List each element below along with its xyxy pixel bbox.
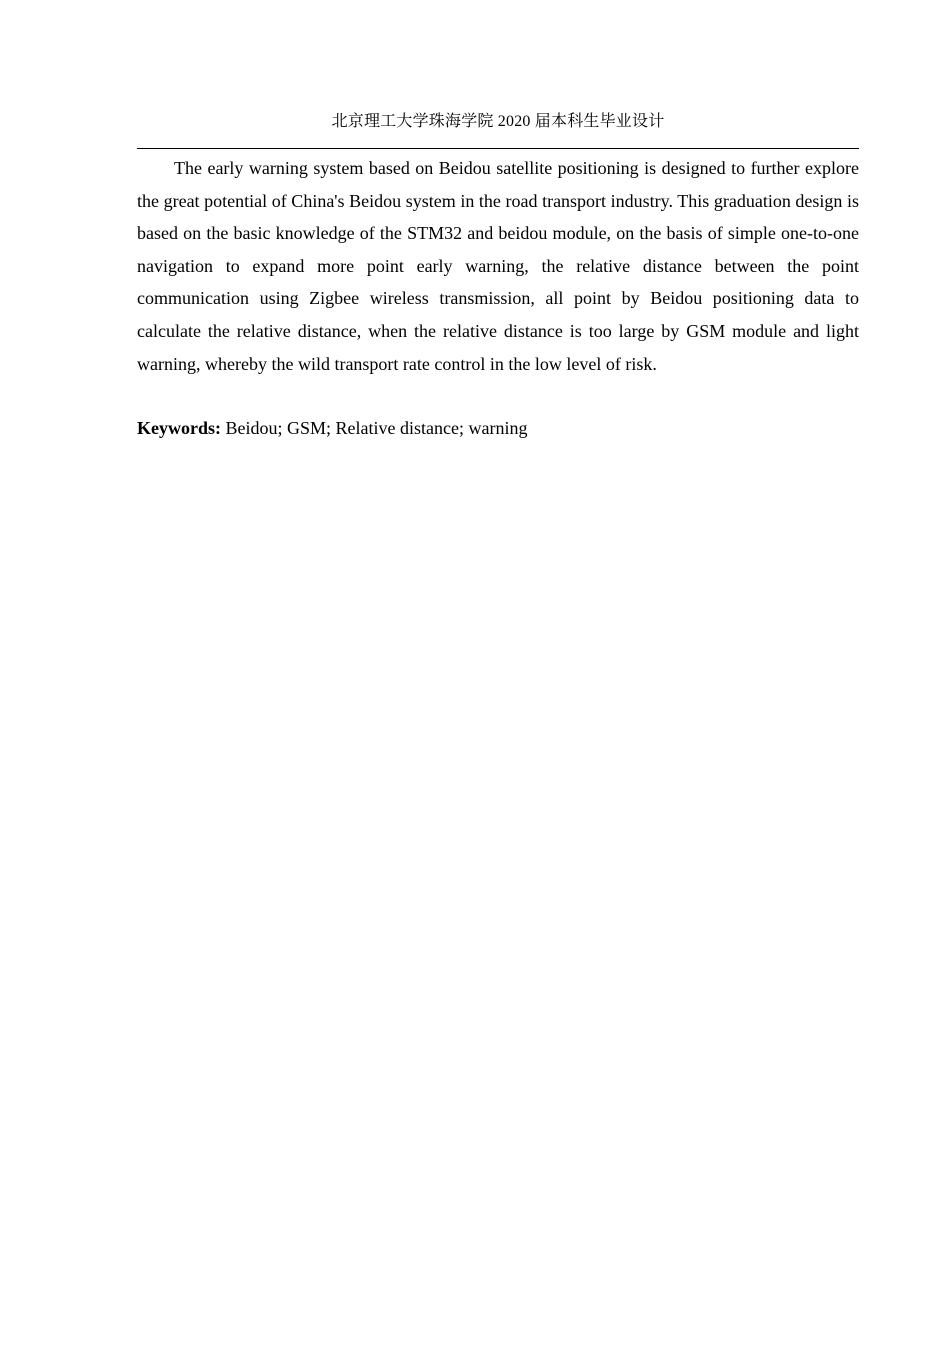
abstract-paragraph: The early warning system based on Beidou satellite positioning is designed to further explore the great potential of China's Beidou system in the road transport industry. This graduation design is based on the basic knowledge of the STM32 and beidou module, on the basis of simple one-to-one navigation to expand more point early warning, the relative distance between the point communication using Zigbee wireless transmission, all point by Beidou positioning data to calculate the relative distance, when the relative distance is too large by GSM module and light warning, whereby the wild transport rate control in the low level of risk.: [137, 158, 859, 374]
keywords-value: Beidou; GSM; Relative distance; warning: [225, 418, 528, 438]
page-header: 北京理工大学珠海学院 2020 届本科生毕业设计: [331, 113, 665, 130]
keywords-label: Keywords:: [137, 418, 221, 438]
header-rule: [137, 148, 859, 149]
keywords-line: [137, 412, 859, 444]
